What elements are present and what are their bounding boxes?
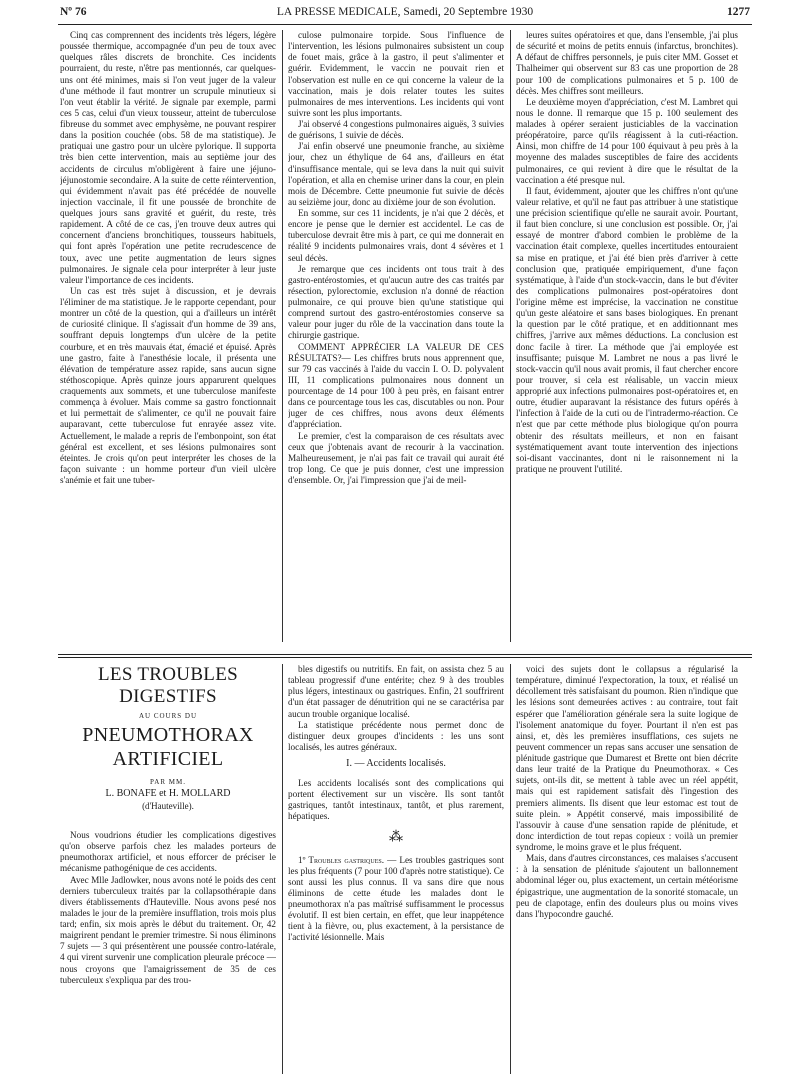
article-title-line2: PNEUMOTHORAX ARTIFICIEL <box>82 724 254 770</box>
paragraph: J'ai enfin observé une pneumonie franche, au sixième jour, chez un éthylique de 64 ans, d'ailleurs en état d'insuffisance mentale, qui se leva dans la nuit qui suivit l'opération, et alla en chemise uriner dans la cour, en plein mois de Décembre. Cette pneumonie fut suivie de décès au seizième jour, donc au dixième jour de son évolution. <box>288 141 504 207</box>
paragraph: J'ai observé 4 congestions pulmonaires aiguës, 3 suivies de guérisons, 1 suivie de décès. <box>288 119 504 141</box>
top-column-2 <box>288 30 504 648</box>
page-number-right: 1277 <box>727 6 750 18</box>
column-rule <box>282 30 283 642</box>
column-rule <box>510 30 511 642</box>
paragraph: Il faut, évidemment, ajouter que les chiffres n'ont qu'une valeur relative, et qu'il ne faut pas attribuer à une statistique une précision scientifique qu'elle ne saurait avoir. Pourtant, il faut bien conclure, si une conclusion est possible. Or, j'ai essayé de montrer d'abord combien le problème de la vaccination était complexe, quelles incertitudes entouraient sa mise en pratique, et j'ai été bien près d'arriver à cette conclusion que, pratiquée empiriquement, d'une façon systématique, à l'aide d'un stock-vaccin, dans le but d'éviter des complications pulmonaires post-opératoires dont l'origine même est imprécise, la vaccination ne constitue qu'un geste aléatoire et sans bases biologiques. En prenant la question par le côté pratique, et en additionnant mes chiffres, j'arrive aux mêmes déductions. La conclusion est donc facile à tirer. La méthode que j'ai employée est insuffisante; puisque M. Lambret ne nous a pas livré le stock-vaccin qu'il nous avait promis, il faut chercher encore pour trouver, si cela est réalisable, un vaccin mieux approprié aux infections pulmonaires post-opératoires et, en outre, étudier auparavant la résistance des futurs opérés à l'infection à l'aide de la cuti ou de l'intradermo-réaction. Ce n'est que par cette méthode plus biologique qu'on pourra obtenir des résultats meilleurs, et non en faisant systématiquement avant toute intervention des injections soi-disant vaccinantes, dont ni le raisonnement ni la pratique ne prouvent l'utilité. <box>516 185 738 474</box>
paragraph: Mais, dans d'autres circonstances, ces malaises s'accusent : à la sensation de plénitude s'ajoutent un ballonnement abdominal léger ou, plus exactement, un certain météorisme épigastrique, une augmentation de la sonorité stomacale, un peu de clapotage, enfin des douleurs plus ou moins vives dans l'hypocondre gauché. <box>516 853 738 919</box>
section-heading: I. — Accidents localisés. <box>346 758 446 769</box>
paragraph: Les accidents localisés sont des complications qui portent électivement sur un viscère. Ils sont tantôt gastriques, tantôt intestinaux, tantôt, et plus rarement, hépatiques. <box>288 778 504 822</box>
article-separator <box>58 657 752 658</box>
article-location: (d'Hauteville). <box>142 801 194 811</box>
article-title-line1: LES TROUBLES DIGESTIFS <box>98 664 238 707</box>
paragraph <box>288 855 504 944</box>
run-in-heading: 1º Troubles gastriques. <box>298 854 385 865</box>
top-column-1 <box>60 30 276 648</box>
column-rule <box>282 664 283 1074</box>
paragraph: En somme, sur ces 11 incidents, je n'ai que 2 décès, et encore je pense que le dernier est accidentel. Le cas de tuberculose devrait être mis à part, ce qui me donnerait en réalité 9 incidents pulmonaires vrais, dont 4 sévères et 1 seul décès. <box>288 208 504 263</box>
paragraph: culose pulmonaire torpide. Sous l'influence de l'intervention, les lésions pulmonaires subsistent un coup de fouet mais, grâce à la gastro, il peut s'alimenter et guérir. Evidemment, le vaccin ne pouvait rien et l'observation est nulle en ce qui concerne la valeur de la vaccination, mais je dois relater toutes les suites pulmonaires de mes interventions. Les incidents qui vont suivre sont les plus importants. <box>288 30 504 118</box>
paragraph: Je remarque que ces incidents ont tous trait à des gastro-entérostomies, et qu'aucun autre des cas traités par résection, pylorectomie, exclusion n'a donné de réaction pulmonaire, ce qui prouve bien qu'une statistique qui comprend surtout des gastro-entérostomies conserve sa valeur pour juger du rôle de la vaccination dans toute la chirurgie gastrique. <box>288 263 504 341</box>
running-header <box>60 6 750 22</box>
header-rule <box>58 24 752 25</box>
byline-label: PAR MM. <box>150 778 186 786</box>
paragraph <box>288 342 504 431</box>
run-in-heading: COMMENT APPRÉCIER LA VALEUR DE CES RÉSULTATS? <box>288 341 504 363</box>
paragraph: Le deuxième moyen d'appréciation, c'est M. Lambret qui nous le donne. Il remarque que 15 p. 100 seulement des malades à opérer seraient justiciables de la vaccination préopératoire, parce qu'ils réagissent à la cuti-réaction. Ainsi, mon chiffre de 14 pour 100 équivaut à peu près à la moyenne des malades susceptibles de faire des accidents pulmonaires, ce qui revient à dire que le résultat de la vaccination a été presque nul. <box>516 96 738 185</box>
paragraph: Avec Mlle Jadlowker, nous avons noté le poids des cent derniers tuberculeux traités par la collapsothérapie dans divers établissements d'Hauteville. Nous avons pesé nos malades le jour de la première insufflation, trois mois plus tard; enfin, six mois après le début du traitement. Or, 42 maigrirent pendant le premier trimestre. Si nous éliminons 7 sujets — 3 qui présentèrent une poussée contro-latérale, 4 qui virent survenir une complication pleurale précoce — nous croyons que l'amaigrissement de 35 de ces tuberculeux s'expliqua par des trou- <box>60 874 276 985</box>
paragraph-text: — Les troubles gastriques sont les plus fréquents (7 pour 100 d'après notre statistique). Ce sont aussi les plus connus. Il va sans dire que nous éliminons de cette étude les malades dont le pneumothorax n'a pas maîtrisé suffisamment le processus évolutif. Il est bien certain, en effet, que leur inappétence tient à la fièvre, ou, plus exactement, à la persistance de l'activité lésionnelle. Mais <box>288 854 504 943</box>
masthead: LA PRESSE MEDICALE, Samedi, 20 Septembre 1930 <box>276 6 534 18</box>
asterism: ⁂ <box>389 829 403 845</box>
top-column-3 <box>516 30 738 648</box>
article-column-1 <box>60 664 276 1078</box>
article-authors: L. BONAFE et H. MOLLARD <box>105 788 231 799</box>
article-separator <box>58 654 752 655</box>
column-rule <box>510 664 511 1074</box>
article-column-2 <box>288 664 504 1078</box>
paragraph: Un cas est très sujet à discussion, et je devrais l'éliminer de ma statistique. Je le rapporte cependant, pour montrer un côté de la question, qui a d'ailleurs un intérêt de curiosité clinique. Il s'agissait d'un homme de 39 ans, souffrant depuis longtemps d'un ulcère de la petite courbure, et en très mauvais état, émacié et épuisé. Après une gastro, faite à l'anesthésie locale, il présenta une élévation de température assez rapide, sans aucun signe stéthoscopique. Après quinze jours apparurent quelques craquements aux sommets, et une tuberculose manifeste commença à évoluer. Mais comme sa gastro fonctionnait et lui permettait de s'alimenter, ce qu'il ne pouvait faire auparavant, cette tuberculose fut enrayée assez vite. Actuellement, le malade a repris de l'embonpoint, son état général est excellent, et ses lésions pulmonaires sont éteintes. Je crois qu'on peut interpréter les choses de la façon suivante : un homme porteur d'un vieil ulcère s'anémie et fait une tuber- <box>60 285 276 485</box>
paragraph: Cinq cas comprennent des incidents très légers, légère poussée thermique, accompagnée d'un peu de toux avec quelques râles discrets de bronchite. Ces incidents pourraient, du reste, n'être pas mentionnés, car quelques-uns ont été minimes, mais si l'on veut juger de la valeur d'une méthode il faut montrer un scrupule minutieux si l'on veut établir la vérité. Je signale par exemple, parmi ces 5 cas, celui d'un vieux tousseur, atteint de tuberculose fibreuse du sommet avec emphysème, ne pouvant respirer dans la position couchée (obs. 58 de ma statistique). Je pratiquai une gastro pour un ulcère pylorique. Il supporta très bien cette intervention, mais au septième jour des accidents de circulus m'obligèrent à faire une jéjuno-jéjunostomie secondaire. A la suite de cette réintervention, qui évidemment n'avait pas été précédée de nouvelle injection vaccinale, il fit une poussée de bronchite de quelques jours sans gravité et guérit, du reste, très rapidement. A côté de ce cas, j'en trouve deux autres qui concernent d'anciens bronchitiques, tousseurs habituels, qui font après l'opération une petite recrudescence de toux, avec une petite augmentation de leurs signes pulmonaires. Je signale cela pour interpréter à leur juste valeur l'importance de ces incidents. <box>60 30 276 285</box>
page-number-left: Nº 76 <box>60 6 87 18</box>
paragraph: voici des sujets dont le collapsus a régularisé la température, diminué l'expectoration, la toux, et réalisé un décollement très satisfaisant du poumon. Rien n'indique que les lésions sont demeurées actives : au contraire, tout fait espérer que l'amélioration générale sera la suite logique de l'isolement anatomique du foyer. Pourtant il n'en est pas ainsi, et, dès les premières insufflations, ces sujets ne peuvent commencer un repas sans accuser une sensation de plénitude gastrique que Dumarest et Brette ont bien décrite dans leur traité de la Pratique du Pneumothorax. « Ces sujets, ont-ils dit, se mettent à table avec un réel appétit, mais qui est rapidement satisfait dès l'ingestion des premiers aliments. Ils disent que leur estomac est tout de suite plein. » Appétit conservé, mais impossibilité de l'assouvir à cause d'une sensation rapide de plénitude, et donc interdiction de tout repas copieux : voilà un premier syndrome, le moins grave et le plus fréquent. <box>516 664 738 852</box>
paragraph: La statistique précédente nous permet donc de distinguer deux groupes d'incidents : les uns sont localisés, les autres généraux. <box>288 719 504 752</box>
paragraph: Le premier, c'est la comparaison de ces résultats avec ceux que j'obtenais avant de recourir à la vaccination. Malheureusement, je n'ai pas fait ce travail qui aurait été trop long. Ce que je puis donner, c'est une impression d'ensemble. Or, j'ai l'impression que j'ai de meil- <box>288 430 504 485</box>
article-title-small: AU COURS DU <box>138 712 198 720</box>
paragraph: bles digestifs ou nutritifs. En fait, on assista chez 5 au tableau progressif d'une entérite; chez 9 à des troubles plus légers, intestinaux ou gastriques. Enfin, 21 souffrirent d'un état passager de dénutrition qui ne se caractérisa par aucun trouble organique localisé. <box>288 664 504 719</box>
article-column-3 <box>516 664 738 1078</box>
paragraph: leures suites opératoires et que, dans l'ensemble, j'ai plus de sécurité et moins de petits ennuis (infarctus, bronchites). A défaut de chiffres personnels, je puis citer MM. Gosset et Thalheimer qui observent sur 83 cas une proportion de 28 pour 100 de complications pulmonaires et 5 p. 100 de décès. Mes chiffres sont meilleurs. <box>516 30 738 96</box>
paragraph: Nous voudrions étudier les complications digestives qu'on observe parfois chez les malades porteurs de pneumothorax artificiel, et nous efforcer de préciser le mécanisme pathogénique de ces accidents. <box>60 830 276 874</box>
paragraph-text: — Les chiffres bruts nous apprennent que, sur 79 cas vaccinés à l'aide du vaccin I. O. D. polyvalent III, 11 complications pulmonaires nous donnent un pourcentage de 14 pour 100 à peu près, en faisant entrer dans ce pourcentage tous les cas, discutables ou non. Pour juger de ces chiffres, nous avons deux éléments d'appréciation. <box>288 352 504 430</box>
